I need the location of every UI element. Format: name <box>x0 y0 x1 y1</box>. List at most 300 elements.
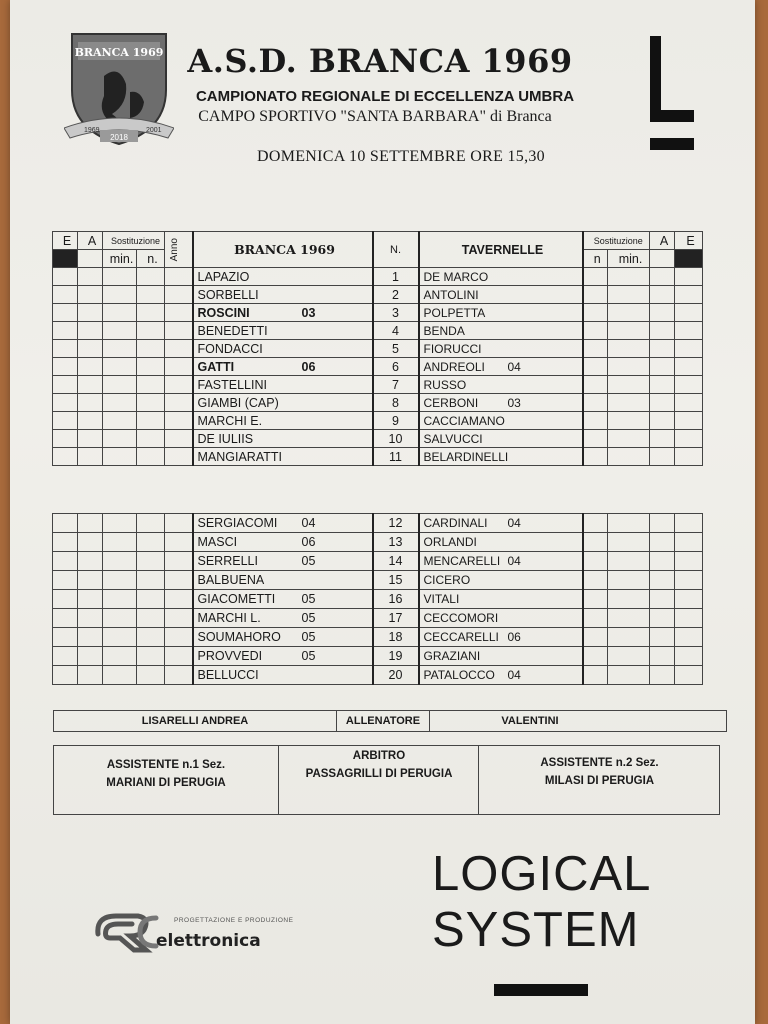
shirt-number: 11 <box>373 448 419 466</box>
away-player-cell <box>419 590 583 609</box>
blank-cell <box>165 514 193 533</box>
table-row <box>53 394 703 412</box>
blank-cell <box>137 628 165 647</box>
blank-cell <box>608 647 650 666</box>
blank-cell <box>78 304 103 322</box>
blank-cell <box>165 358 193 376</box>
blank-cell <box>650 322 675 340</box>
blank-cell <box>137 322 165 340</box>
assistant-1 <box>54 746 279 814</box>
substitutes-table <box>52 513 703 685</box>
shirt-number: 12 <box>373 514 419 533</box>
home-player-cell <box>193 666 373 685</box>
officials-box <box>53 745 720 815</box>
away-player-cell <box>419 304 583 322</box>
blank-cell <box>165 340 193 358</box>
shirt-number: 14 <box>373 552 419 571</box>
blank-cell <box>103 666 137 685</box>
blank-cell <box>78 647 103 666</box>
away-player-cell <box>419 394 583 412</box>
home-player-name: FONDACCI <box>197 341 263 356</box>
shirt-number: 3 <box>373 304 419 322</box>
blank-cell <box>137 412 165 430</box>
blank-cell <box>583 430 608 448</box>
blank-cell <box>53 358 78 376</box>
blank-cell <box>608 514 650 533</box>
blank-cell <box>78 533 103 552</box>
header-e-left: E <box>53 232 78 250</box>
blank-cell <box>675 590 703 609</box>
shirt-number: 10 <box>373 430 419 448</box>
shirt-number: 16 <box>373 590 419 609</box>
shirt-number: 5 <box>373 340 419 358</box>
shirt-number: 9 <box>373 412 419 430</box>
blank-cell <box>165 647 193 666</box>
home-player-name: MANGIARATTI <box>197 449 282 464</box>
away-player-cell <box>419 358 583 376</box>
home-player-cell <box>193 304 373 322</box>
away-player-name: BELARDINELLI <box>423 449 509 464</box>
blank-cell <box>137 533 165 552</box>
home-player-name: ROSCINI <box>197 305 250 320</box>
table-row <box>53 666 703 685</box>
blank-cell <box>583 286 608 304</box>
shirt-number: 7 <box>373 376 419 394</box>
shirt-number: 8 <box>373 394 419 412</box>
home-player-year: 05 <box>301 611 316 625</box>
blank-cell <box>165 412 193 430</box>
blank-cell <box>78 609 103 628</box>
blank-cell <box>165 304 193 322</box>
away-player-cell <box>419 628 583 647</box>
blank-cell <box>650 552 675 571</box>
away-player-year: 04 <box>507 554 521 568</box>
blank-cell <box>137 430 165 448</box>
blank-cell <box>165 628 193 647</box>
blank-cell <box>608 666 650 685</box>
blank-cell <box>650 304 675 322</box>
blank-cell <box>608 340 650 358</box>
blank-cell <box>103 609 137 628</box>
assistant-1-name: MARIANI DI PERUGIA <box>106 777 226 789</box>
table-row <box>53 448 703 466</box>
championship-title: CAMPIONATO REGIONALE DI ECCELLENZA UMBRA <box>195 88 575 105</box>
home-player-cell <box>193 628 373 647</box>
assistant-2-name: MILASI DI PERUGIA <box>544 775 655 787</box>
blank-cell <box>675 286 703 304</box>
home-player-name: GATTI <box>197 359 235 374</box>
blank-cell <box>650 430 675 448</box>
blank-cell <box>53 666 78 685</box>
blank-cell <box>165 322 193 340</box>
blank-cell <box>53 412 78 430</box>
header-number: N. <box>373 232 419 268</box>
shirt-number: 15 <box>373 571 419 590</box>
home-player-name: LAPAZIO <box>197 269 250 284</box>
home-player-cell <box>193 268 373 286</box>
blank-cell <box>650 571 675 590</box>
header-n-right: n <box>583 250 608 268</box>
blank-cell <box>608 571 650 590</box>
blank-cell <box>78 448 103 466</box>
away-player-year: 03 <box>507 395 521 410</box>
assistant-1-title: ASSISTENTE n.1 Sez. <box>106 759 226 771</box>
header-e-right: E <box>675 232 703 250</box>
blank-cell <box>675 412 703 430</box>
table-row <box>53 304 703 322</box>
blank-cell <box>137 286 165 304</box>
blank-cell <box>608 376 650 394</box>
away-player-name: ANDREOLI <box>423 359 485 374</box>
blank-cell <box>650 514 675 533</box>
blank-cell <box>103 286 137 304</box>
blank-cell <box>78 412 103 430</box>
blank-cell <box>53 533 78 552</box>
blank-cell <box>165 666 193 685</box>
table-row <box>53 647 703 666</box>
referee-title: ARBITRO <box>352 750 406 762</box>
blank-cell <box>137 571 165 590</box>
table-row <box>53 286 703 304</box>
match-date: DOMENICA 10 SETTEMBRE ORE 15,30 <box>257 148 545 165</box>
away-player-name: POLPETTA <box>423 305 486 320</box>
blank-cell <box>103 304 137 322</box>
blank-cell <box>137 647 165 666</box>
away-player-name: ANTOLINI <box>423 287 479 302</box>
header-a-left: A <box>78 232 103 250</box>
logical-system-logo <box>432 846 692 958</box>
blank-cell <box>608 358 650 376</box>
blank-cell <box>78 430 103 448</box>
home-player-cell <box>193 647 373 666</box>
blank-cell <box>675 304 703 322</box>
table-row <box>53 412 703 430</box>
table-row <box>53 322 703 340</box>
blank-cell <box>165 376 193 394</box>
blank-cell <box>608 590 650 609</box>
home-player-cell <box>193 394 373 412</box>
blank-cell <box>650 340 675 358</box>
blank-cell <box>650 666 675 685</box>
home-player-cell <box>193 609 373 628</box>
away-player-cell <box>419 340 583 358</box>
coach-label: ALLENATORE <box>337 711 430 731</box>
blank-cell <box>53 552 78 571</box>
home-coach: LISARELLI ANDREA <box>54 711 337 731</box>
home-player-name: BELLUCCI <box>197 668 259 682</box>
home-player-cell <box>193 533 373 552</box>
crest-year-2: 2001 <box>146 127 162 134</box>
blank-cell <box>103 552 137 571</box>
home-player-cell <box>193 286 373 304</box>
referee-name: PASSAGRILLI DI PERUGIA <box>305 768 453 780</box>
blank-cell <box>53 286 78 304</box>
shirt-number: 18 <box>373 628 419 647</box>
header-sost-left: Sostituzione <box>103 232 165 250</box>
blank-cell <box>53 628 78 647</box>
home-player-name: SERGIACOMI <box>197 516 278 530</box>
home-player-name: GIAMBI (CAP) <box>197 395 279 410</box>
starters-table <box>52 231 703 466</box>
table-row <box>53 376 703 394</box>
blank-cell <box>675 571 703 590</box>
blank-cell <box>650 448 675 466</box>
logical-system-l-logo <box>650 36 694 152</box>
home-player-year: 06 <box>301 359 316 374</box>
blank-cell <box>650 358 675 376</box>
blank-cell <box>583 590 608 609</box>
table-row <box>53 571 703 590</box>
blank-cell <box>650 268 675 286</box>
away-player-name: CACCIAMANO <box>423 413 505 428</box>
blank-cell <box>608 412 650 430</box>
away-player-name: FIORUCCI <box>423 341 482 356</box>
blank-cell <box>583 647 608 666</box>
home-player-year: 05 <box>301 649 316 663</box>
blank-cell <box>53 394 78 412</box>
assistant-2-title: ASSISTENTE n.2 Sez. <box>540 757 659 769</box>
home-player-name: SERRELLI <box>197 554 258 568</box>
blank-cell <box>675 609 703 628</box>
blank-cell <box>583 448 608 466</box>
blank-cell <box>103 412 137 430</box>
shirt-number: 1 <box>373 268 419 286</box>
blank-cell <box>165 552 193 571</box>
away-player-cell <box>419 448 583 466</box>
blank-cell <box>103 647 137 666</box>
blank-cell <box>103 533 137 552</box>
blank-cell <box>53 268 78 286</box>
home-player-cell <box>193 430 373 448</box>
home-player-cell <box>193 571 373 590</box>
blank-cell <box>675 514 703 533</box>
away-player-cell <box>419 430 583 448</box>
blank-cell <box>137 514 165 533</box>
blank-cell <box>675 628 703 647</box>
away-player-name: RUSSO <box>423 377 467 392</box>
blank-cell <box>165 448 193 466</box>
blank-cell <box>583 533 608 552</box>
header-min-left: min. <box>103 250 137 268</box>
table-row <box>53 533 703 552</box>
home-player-cell <box>193 514 373 533</box>
blank-cell <box>650 376 675 394</box>
table-row <box>53 628 703 647</box>
blank-cell <box>608 304 650 322</box>
blank-cell <box>608 609 650 628</box>
blank-cell <box>675 322 703 340</box>
blank-cell <box>137 304 165 322</box>
blank-cell <box>103 340 137 358</box>
blank-cell <box>78 286 103 304</box>
blank-cell <box>53 514 78 533</box>
home-player-cell <box>193 376 373 394</box>
blank-cell <box>608 268 650 286</box>
away-player-cell <box>419 376 583 394</box>
blank-cell <box>137 268 165 286</box>
blank-cell <box>103 571 137 590</box>
blank-cell <box>583 571 608 590</box>
away-player-cell <box>419 609 583 628</box>
blank-cell <box>583 376 608 394</box>
away-player-year: 04 <box>507 668 521 682</box>
blank-cell <box>103 448 137 466</box>
blank-cell <box>675 430 703 448</box>
blank-cell <box>583 358 608 376</box>
away-player-cell <box>419 412 583 430</box>
blank-cell <box>78 514 103 533</box>
starters-rows <box>53 268 703 466</box>
blank-cell <box>675 268 703 286</box>
blank-cell <box>608 448 650 466</box>
blank-cell <box>103 268 137 286</box>
blank-cell <box>608 286 650 304</box>
away-coach: VALENTINI <box>501 715 559 727</box>
shirt-number: 20 <box>373 666 419 685</box>
blank-cell <box>53 647 78 666</box>
away-player-cell <box>419 286 583 304</box>
blank-cell <box>583 609 608 628</box>
header-a-right: A <box>650 232 675 250</box>
away-player-name: CECCOMORI <box>423 611 499 625</box>
blank-cell <box>583 552 608 571</box>
home-player-year: 06 <box>301 535 316 549</box>
blank-cell <box>583 666 608 685</box>
crest-year-1: 1969 <box>84 127 100 134</box>
away-player-name: CERBONI <box>423 395 479 410</box>
home-player-cell <box>193 552 373 571</box>
home-player-year: 05 <box>301 554 316 568</box>
table-row <box>53 430 703 448</box>
blank-cell <box>675 666 703 685</box>
blank-cell <box>78 394 103 412</box>
blank-cell <box>137 358 165 376</box>
blank-cell <box>675 376 703 394</box>
blank-cell <box>103 628 137 647</box>
blank-cell <box>53 376 78 394</box>
blank-cell <box>608 533 650 552</box>
home-player-year: 04 <box>301 516 316 530</box>
blank-cell <box>165 394 193 412</box>
blank-cell <box>53 448 78 466</box>
blank-cell <box>137 376 165 394</box>
blank-cell <box>78 571 103 590</box>
blank-cell <box>53 430 78 448</box>
home-player-name: PROVVEDI <box>197 649 263 663</box>
club-title: A.S.D. BRANCA 1969 <box>187 42 573 80</box>
blank-cell <box>137 552 165 571</box>
blank-cell <box>103 430 137 448</box>
blank-cell <box>650 609 675 628</box>
blank-cell <box>78 268 103 286</box>
blank-cell <box>137 666 165 685</box>
blank-cell <box>583 514 608 533</box>
blank-cell <box>103 590 137 609</box>
blank-cell <box>78 552 103 571</box>
blank-cell <box>608 628 650 647</box>
rc-tagline: PROGETTAZIONE E PRODUZIONE <box>174 917 294 924</box>
header-min-right: min. <box>608 250 650 268</box>
blank-cell <box>583 304 608 322</box>
home-player-cell <box>193 590 373 609</box>
blank-cell <box>608 394 650 412</box>
shirt-number: 19 <box>373 647 419 666</box>
rc-elettronica-logo <box>92 904 352 954</box>
away-player-name: GRAZIANI <box>423 649 481 663</box>
blank-cell <box>675 340 703 358</box>
blank-cell <box>53 340 78 358</box>
referee <box>280 746 479 814</box>
away-player-cell <box>419 514 583 533</box>
home-player-year: 03 <box>301 305 316 320</box>
home-player-year: 05 <box>301 592 316 606</box>
away-player-name: DE MARCO <box>423 269 489 284</box>
blank-cell <box>165 609 193 628</box>
assistant-2 <box>480 746 719 814</box>
blank-cell <box>675 358 703 376</box>
coaches-row <box>53 710 727 732</box>
blank-cell <box>583 394 608 412</box>
blank-cell <box>165 286 193 304</box>
home-player-name: MARCHI L. <box>197 611 261 625</box>
blank-cell <box>53 304 78 322</box>
blank-cell <box>103 322 137 340</box>
shirt-number: 13 <box>373 533 419 552</box>
shirt-number: 17 <box>373 609 419 628</box>
home-player-year: 05 <box>301 630 316 644</box>
away-player-cell <box>419 666 583 685</box>
logical-word: LOGICAL <box>432 847 652 901</box>
blank-cell <box>675 394 703 412</box>
home-player-name: GIACOMETTI <box>197 592 276 606</box>
away-player-cell <box>419 571 583 590</box>
substitutes-rows <box>53 514 703 685</box>
home-player-cell <box>193 340 373 358</box>
home-player-cell <box>193 358 373 376</box>
header-sost-right: Sostituzione <box>583 232 650 250</box>
blank-cell <box>137 590 165 609</box>
blank-cell <box>165 430 193 448</box>
home-player-cell <box>193 448 373 466</box>
blank-cell <box>675 533 703 552</box>
blank-cell <box>137 394 165 412</box>
home-player-name: MARCHI E. <box>197 413 263 428</box>
away-player-name: CARDINALI <box>423 516 488 530</box>
blank-cell <box>583 628 608 647</box>
blank-cell <box>53 590 78 609</box>
home-player-cell <box>193 322 373 340</box>
away-player-name: PATALOCCO <box>423 668 495 682</box>
home-player-name: MASCI <box>197 535 238 549</box>
blank-cell <box>675 448 703 466</box>
blank-cell <box>103 514 137 533</box>
away-player-year: 04 <box>507 516 521 530</box>
away-player-name: CICERO <box>423 573 471 587</box>
away-player-year: 06 <box>507 630 521 644</box>
away-player-cell <box>419 533 583 552</box>
blank-cell <box>675 552 703 571</box>
home-player-name: FASTELLINI <box>197 377 267 392</box>
blank-cell <box>583 268 608 286</box>
home-player-name: BALBUENA <box>197 573 265 587</box>
table-row <box>53 358 703 376</box>
blank-cell <box>650 533 675 552</box>
header-n-left: n. <box>137 250 165 268</box>
home-team-name: BRANCA 1969 <box>193 232 373 268</box>
blank-cell <box>583 412 608 430</box>
blank-cell <box>675 647 703 666</box>
blank-cell <box>165 590 193 609</box>
